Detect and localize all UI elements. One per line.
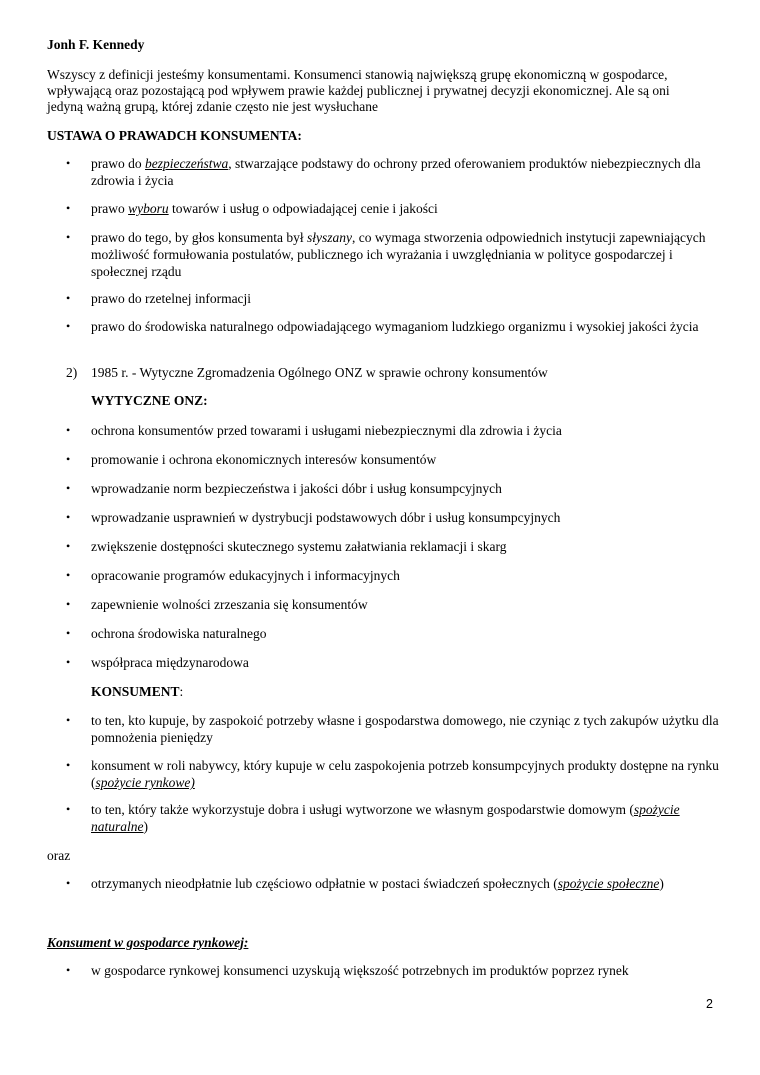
page-number: 2 <box>706 997 713 1011</box>
ustawa-item-5: prawo do środowiska naturalnego odpowiadającego wymaganiom ludzkiego organizmu i wysokiej jakości życia <box>91 319 699 334</box>
konsument-heading-label: KONSUMENT <box>91 684 180 699</box>
konsument-item-4 <box>91 875 721 892</box>
document-title: Jonh F. Kennedy <box>47 37 145 52</box>
ustawa-item-2-pre: prawo <box>91 201 129 216</box>
bullet-icon: • <box>66 291 71 305</box>
ustawa-item-2 <box>91 200 721 217</box>
bullet-icon: • <box>66 481 71 495</box>
konsument-item-3-em: spożycie naturalne <box>91 802 680 834</box>
ustawa-item-1-em: bezpieczeństwa <box>145 156 229 171</box>
konsument-item-2 <box>91 757 721 791</box>
onz-item-3: wprowadzanie norm bezpieczeństwa i jakości dóbr i usług konsumpcyjnych <box>91 481 502 496</box>
onz-heading: WYTYCZNE ONZ: <box>91 393 208 408</box>
ustawa-heading: USTAWA O PRAWADCH KONSUMENTA: <box>47 128 302 143</box>
bullet-icon: • <box>66 230 71 244</box>
bullet-icon: • <box>66 510 71 524</box>
konsument-item-3-post: ) <box>143 819 148 834</box>
intro-line-1: Wszyscy z definicji jesteśmy konsumentami. Konsumenci stanowią największą grupę ekonomiczną w gospodarce, <box>47 67 668 82</box>
konsument-heading-colon: : <box>179 684 184 699</box>
onz-item-1: ochrona konsumentów przed towarami i usługami niebezpiecznymi dla zdrowia i życia <box>91 423 562 438</box>
konsument-item-4-post: ) <box>659 876 664 891</box>
konsument-heading <box>91 683 721 700</box>
bullet-icon: • <box>66 876 71 890</box>
onz-line: 1985 r. - Wytyczne Zgromadzenia Ogólnego ONZ w sprawie ochrony konsumentów <box>91 365 548 380</box>
bullet-icon: • <box>66 713 71 727</box>
onz-item-4: wprowadzanie usprawnień w dystrybucji podstawowych dóbr i usług konsumpcyjnych <box>91 510 561 525</box>
market-item-1: w gospodarce rynkowej konsumenci uzyskują większość potrzebnych im produktów poprzez rynek <box>91 963 629 978</box>
bullet-icon: • <box>66 963 71 977</box>
onz-item-5: zwiększenie dostępności skutecznego systemu załatwiania reklamacji i skarg <box>91 539 507 554</box>
konsument-item-3-pre: to ten, który także wykorzystuje dobra i usługi wytworzone we własnym gospodarstwie domowym ( <box>91 802 634 817</box>
bullet-icon: • <box>66 539 71 553</box>
onz-item-9: współpraca międzynarodowa <box>91 655 249 670</box>
ustawa-item-3 <box>91 229 721 280</box>
ustawa-item-1-pre: prawo do <box>91 156 145 171</box>
bullet-icon: • <box>66 568 71 582</box>
ustawa-item-3-pre: prawo do tego, by głos konsumenta był <box>91 230 307 245</box>
konsument-item-3 <box>91 801 721 835</box>
konsument-item-4-em: spożycie społeczne <box>557 876 660 891</box>
onz-item-7: zapewnienie wolności zrzeszania się konsumentów <box>91 597 368 612</box>
intro-line-2: wpływającą oraz pozostającą pod wpływem prawie każdej publicznej i prywatnej decyzji ekonomicznej. Ale są oni <box>47 83 670 98</box>
onz-item-2: promowanie i ochrona ekonomicznych interesów konsumentów <box>91 452 437 467</box>
bullet-icon: • <box>66 423 71 437</box>
bullet-icon: • <box>66 655 71 669</box>
ustawa-item-3-post: , co wymaga stworzenia odpowiednich instytucji zapewniających możliwość formułowania postulatów, publicznego ich wyrażania i uwzględniania w polityce gospodarczej i społecznej rządu <box>91 230 706 279</box>
list-number: 2) <box>66 365 78 380</box>
ustawa-item-1-post: , stwarzające podstawy do ochrony przed oferowaniem produktów niebezpiecznych dla zdrowia i życia <box>91 156 701 188</box>
bullet-icon: • <box>66 201 71 215</box>
konsument-item-1: to ten, kto kupuje, by zaspokoić potrzeby własne i gospodarstwa domowego, nie czyniąc z tych zakupów użytku dla pomnożenia pieniędzy <box>91 713 719 745</box>
konsument-item-2-em: spożycie rynkowe) <box>95 775 195 790</box>
oraz-text: oraz <box>47 848 71 863</box>
ustawa-item-2-post: towarów i usług o odpowiadającej cenie i jakości <box>168 201 438 216</box>
bullet-icon: • <box>66 802 71 816</box>
bullet-icon: • <box>66 626 71 640</box>
ustawa-item-1 <box>91 155 721 189</box>
bullet-icon: • <box>66 319 71 333</box>
intro-line-3: jedyną ważną grupą, której zdanie często nie jest wysłuchane <box>47 99 378 114</box>
ustawa-item-3-em: słyszany <box>306 230 352 245</box>
market-heading: Konsument w gospodarce rynkowej: <box>47 935 249 950</box>
ustawa-item-4: prawo do rzetelnej informacji <box>91 291 252 306</box>
konsument-item-4-pre: otrzymanych nieodpłatnie lub częściowo odpłatnie w postaci świadczeń społecznych ( <box>91 876 558 891</box>
onz-item-6: opracowanie programów edukacyjnych i informacyjnych <box>91 568 400 583</box>
bullet-icon: • <box>66 452 71 466</box>
ustawa-item-2-em: wyboru <box>128 201 169 216</box>
konsument-item-2-pre: konsument w roli nabywcy, który kupuje w celu zaspokojenia potrzeb konsumpcyjnych produkty dostępne na rynku ( <box>91 758 719 790</box>
bullet-icon: • <box>66 758 71 772</box>
onz-item-8: ochrona środowiska naturalnego <box>91 626 267 641</box>
bullet-icon: • <box>66 156 71 170</box>
bullet-icon: • <box>66 597 71 611</box>
